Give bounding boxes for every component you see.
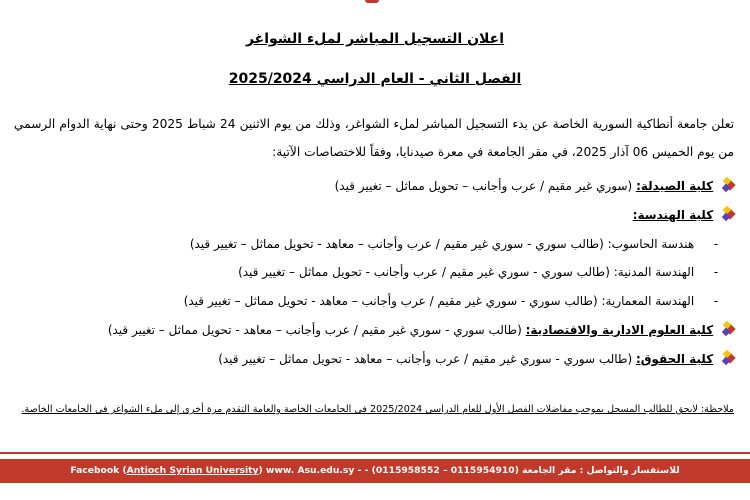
diamond-bullet-icon — [720, 178, 734, 192]
footer-bar — [0, 459, 750, 483]
faculty-law — [14, 351, 734, 366]
dept-name: الهندسة المدنية: — [613, 265, 695, 279]
diamond-bullet-icon — [720, 207, 734, 221]
faculty-name: كلية الهندسة: — [632, 208, 714, 222]
dept-name: هندسة الحاسوب: — [607, 237, 695, 251]
announcement-title: اعلان التسجيل المباشر لملء الشواغر — [245, 31, 505, 47]
dept-desc: (طالب سوري - سوري غير مقيم / عرب وأجانب – معاهد - تحويل مماثل – تغيير قيد) — [183, 294, 598, 308]
diamond-bullet-icon — [720, 351, 734, 365]
faculty-business — [14, 322, 734, 337]
diamond-bullet-icon — [720, 322, 734, 336]
website-link[interactable]: www. Asu.edu.sy - — [265, 465, 362, 476]
header-decoration — [365, 0, 379, 3]
faculty-name: كلية العلوم الادارية والاقتصادية: — [525, 323, 714, 337]
engineering-item-architecture: - الهندسة المعمارية: (طالب سوري - سوري غير مقيم / عرب وأجانب – معاهد - تحويل مماثل – تغيير قيد) — [183, 294, 719, 308]
dept-desc: (طالب سوري - سوري غير مقيم / عرب وأجانب – معاهد - تحويل مماثل – تغيير قيد) — [189, 237, 604, 251]
engineering-item-civil: - الهندسة المدنية: (طالب سوري - سوري غير مقيم / عرب وأجانب - تحويل مماثل – تغيير قيد) — [238, 265, 719, 279]
note-text: ملاحظة: لايحق للطالب المسجل بموجب مفاضلات الفصل الأول للعام الدراسي 2025/2024 في الجامعات الخاصة والعامة التقدم مرة أخرى إلى ملء الشواغر في الجامعات الخاصة. — [21, 404, 734, 415]
footer-divider — [0, 452, 750, 454]
contact-info: للاستفسار والتواصل : مقر الجامعة (0115954910 – 0115958552) — [371, 465, 680, 476]
faculty-engineering — [14, 207, 734, 222]
footer-separator: - — [364, 465, 369, 476]
dept-desc: (طالب سوري - سوري غير مقيم / عرب وأجانب - تحويل مماثل – تغيير قيد) — [238, 265, 610, 279]
faculty-pharmacy — [14, 178, 734, 193]
faculty-name: كلية الحقوق: — [635, 352, 714, 366]
intro-paragraph: تعلن جامعة أنطاكية السورية الخاصة عن بدء التسجيل المباشر لملء الشواغر، وذلك من يوم الاثنين 24 شباط 2025 وحتى نهاية الدوام الرسمي من يوم الخميس 06 آذار 2025، في مقر الجامعة في معرة صيدنايا، وفقاً للاختصاصات الآتية: — [14, 117, 734, 159]
semester-title: الفصل الثاني - العام الدراسي 2025/2024 — [228, 71, 522, 87]
facebook-link[interactable]: Facebook (Antioch Syrian University) — [70, 465, 263, 476]
faculty-desc: (سوري غير مقيم / عرب وأجانب – تحويل مماثل – تغيير قيد) — [334, 179, 633, 193]
faculty-name: كلية الصيدلة: — [636, 179, 714, 193]
dept-name: الهندسة المعمارية: — [601, 294, 695, 308]
faculty-desc: (طالب سوري - سوري غير مقيم / عرب وأجانب – معاهد - تحويل مماثل – تغيير قيد) — [107, 323, 522, 337]
engineering-item-computer: - هندسة الحاسوب: (طالب سوري - سوري غير مقيم / عرب وأجانب – معاهد - تحويل مماثل – تغيير قيد) — [189, 237, 719, 251]
faculty-desc: (طالب سوري - سوري غير مقيم / عرب وأجانب – معاهد - تحويل مماثل – تغيير قيد) — [218, 352, 633, 366]
